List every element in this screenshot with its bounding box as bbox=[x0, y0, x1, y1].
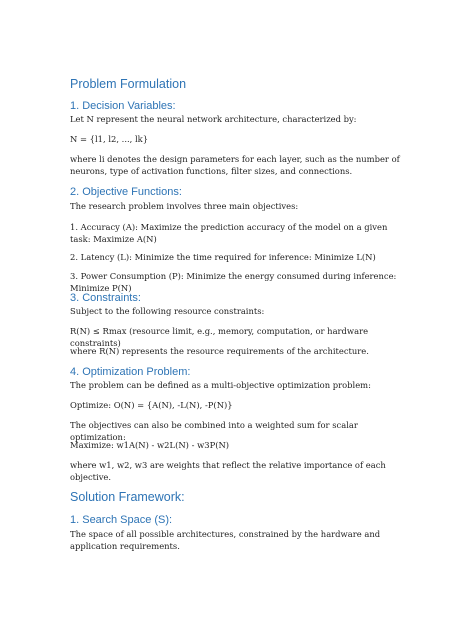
heading-decision-variables: 1. Decision Variables: bbox=[70, 100, 176, 112]
heading-optimization-problem: 4. Optimization Problem: bbox=[70, 366, 191, 378]
paragraph: 2. Latency (L): Minimize the time required for inference: Minimize L(N) bbox=[70, 252, 376, 262]
paragraph: where li denotes the design parameters for each layer, such as the number of neurons, type of activation functions, filter sizes, and connections. bbox=[70, 154, 400, 176]
paragraph: The space of all possible architectures, constrained by the hardware and application requirements. bbox=[70, 529, 381, 551]
paragraph: Subject to the following resource constraints: bbox=[70, 306, 265, 316]
paragraph: where w1, w2, w3 are weights that reflect the relative importance of each objective. bbox=[70, 460, 386, 482]
section-title-solution-framework: Solution Framework: bbox=[70, 490, 185, 504]
heading-objective-functions: 2. Objective Functions: bbox=[70, 186, 182, 198]
paragraph: The problem can be defined as a multi-objective optimization problem: bbox=[70, 380, 371, 390]
paragraph: The objectives can also be combined into a weighted sum for scalar optimization: bbox=[70, 420, 358, 442]
paragraph: where R(N) represents the resource requirements of the architecture. bbox=[70, 346, 369, 356]
paragraph-formula: R(N) ≤ Rmax (resource limit, e.g., memory, computation, or hardware constraints) bbox=[70, 326, 369, 348]
paragraph-formula: Optimize: O(N) = {A(N), -L(N), -P(N)} bbox=[70, 400, 233, 410]
section-title-problem-formulation: Problem Formulation bbox=[70, 77, 187, 91]
paragraph-formula: Maximize: w1A(N) - w2L(N) - w3P(N) bbox=[70, 440, 230, 450]
paragraph: 1. Accuracy (A): Maximize the prediction accuracy of the model on a given task: Maximize A(N) bbox=[70, 222, 388, 244]
heading-search-space: 1. Search Space (S): bbox=[70, 514, 173, 526]
paragraph: Let N represent the neural network architecture, characterized by: bbox=[70, 114, 357, 124]
paragraph: The research problem involves three main objectives: bbox=[70, 201, 299, 211]
paragraph-formula: N = {l1, l2, ..., lk} bbox=[70, 134, 149, 144]
heading-constraints: 3. Constraints: bbox=[70, 292, 141, 304]
paragraph: 3. Power Consumption (P): Minimize the energy consumed during inference: Minimize P(N) bbox=[70, 271, 397, 293]
